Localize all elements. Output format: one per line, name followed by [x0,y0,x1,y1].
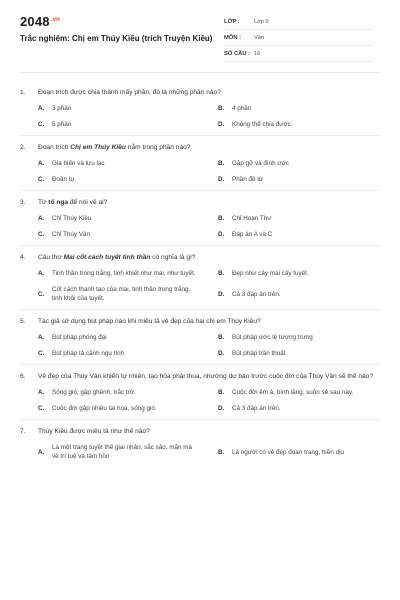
option-d[interactable]: D. Cả 3 đáp án trên. [218,290,281,298]
question-list [20,73,380,467]
site-logo[interactable]: $2048^{.vn}$ [20,14,61,29]
option-d[interactable]: D. Đáp án A và C [218,231,273,238]
option-b[interactable]: B. Là người có vẻ đẹp đoan trang, hiền dịu [218,448,344,456]
question-3: 3. Từ tố nga để nói về ai? A. Chỉ Thúy Kiều B. Chỉ Hoạn Thư C. Chỉ Thúy Vân D. Đáp án A và C [20,191,380,246]
option-d[interactable]: D. Phần đề từ [218,176,264,183]
option-b[interactable]: B. 4 phần [218,105,252,112]
question-text: Tác giả sử dụng bút pháp nào khi miêu tả vẻ đẹp của hai chị em Thúy Kiều? [38,318,261,325]
option-a[interactable]: A. Tinh thần trong trắng, tinh khiết như mai, như tuyết. [38,270,196,277]
question-text: Câu thơ Mai cốt cách tuyết tinh thần có nghĩa là gì? [38,254,196,261]
option-a[interactable]: A. Gia biến và lưu lạc [38,160,105,167]
option-a[interactable]: A. Chỉ Thúy Kiều [38,215,92,222]
question-6: 6. Vẻ đẹp của Thúy Vân khiến tự nhiên, tạo hóa phải thua, nhường dự báo trước cuộc đời của Thúy Vân sẽ thế nào? A. Sóng gió, gập ghềnh, trắc trở. B. Cuộc đời êm ả, bình lặng, suôn sẻ sau này. C. Cuộc đời gặp nhiều tai họa, sóng gió. D. Cả 3 đáp án trên. [20,365,380,420]
meta-count: SỐ CÂU : 16 [224,46,374,62]
quiz-meta [224,14,374,62]
option-c[interactable]: C. Cốt cách thanh tao của mai, tinh thần trong trắng, tinh khôi của tuyết. [38,286,191,302]
option-d[interactable]: D. Cả 3 đáp án trên. [218,405,281,412]
option-a[interactable]: A. Sóng gió, gập ghềnh, trắc trở. [38,389,136,396]
option-b[interactable]: B. Chỉ Hoạn Thư [218,215,272,222]
question-4: 4. Câu thơ Mai cốt cách tuyết tinh thần có nghĩa là gì? A. Tinh thần trong trắng, tinh khiết như mai, như tuyết. B. Đẹp như cây mai cây tuyết. C. Cốt cách thanh tao của mai, tinh thần trong trắng, tinh khôi của tuyết. D. Cả 3 đáp án trên. [20,246,380,310]
question-5: 5. Tác giả sử dụng bút pháp nào khi miêu tả vẻ đẹp của hai chị em Thúy Kiều? A. Bút pháp phóng đại B. Bút pháp ước lệ tượng trưng C. Bút pháp tả cảnh ngụ tình D. Bút pháp trần thuật [20,310,380,365]
question-2: 2. Đoạn trích Chị em Thúy Kiều nằm trong phần nào? A. Gia biến và lưu lạc B. Gặp gỡ và đính ước C. Đoàn tụ D. Phần đề từ [20,136,380,191]
meta-class: LỚP : Lớp 9 [224,14,374,30]
question-text: Thúy Kiều được miêu tả như thế nào? [38,428,150,435]
question-text: Vẻ đẹp của Thúy Vân khiến tự nhiên, tạo hóa phải thua, nhường dự báo trước cuộc đời của Thúy Vân sẽ thế nào? [38,373,374,380]
question-text: Đoạn trích Chị em Thúy Kiều nằm trong phần nào? [38,144,191,151]
question-text: Từ tố nga để nói về ai? [38,199,108,206]
page-header [20,0,380,73]
option-a[interactable]: A. Là một trang tuyệt thế giai nhân, sắc sảo, mặn mà về trí tuệ và tâm hồn [38,444,193,460]
option-b[interactable]: B. Bút pháp ước lệ tượng trưng [218,334,313,341]
option-b[interactable]: B. Đẹp như cây mai cây tuyết. [218,270,309,277]
option-b[interactable]: B. Cuộc đời êm ả, bình lặng, suôn sẻ sau này. [218,389,354,396]
question-7: 7. Thúy Kiều được miêu tả như thế nào? A. Là một trang tuyệt thế giai nhân, sắc sảo, mặn mà về trí tuệ và tâm hồn B. Là người có vẻ đẹp đoan trang, hiền dịu [20,420,380,467]
option-b[interactable]: B. Gặp gỡ và đính ước [218,160,289,167]
option-c[interactable]: C. 5 phần [38,121,72,128]
option-c[interactable]: C. Chỉ Thúy Vân [38,231,91,238]
option-d[interactable]: D. Không thể chia được. [218,121,293,128]
question-text: Đoạn trích được chia thành mấy phần, đó là những phần nào? [38,89,221,96]
meta-subject: MÔN : Văn [224,30,374,46]
question-1: 1. Đoạn trích được chia thành mấy phần, đó là những phần nào? A. 3 phần B. 4 phần C. 5 phần D. Không thể chia được. [20,81,380,136]
option-d[interactable]: D. Bút pháp trần thuật [218,350,286,357]
option-c[interactable]: C. Cuộc đời gặp nhiều tai họa, sóng gió. [38,405,157,412]
option-a[interactable]: A. Bút pháp phóng đại [38,334,107,341]
option-c[interactable]: C. Bút pháp tả cảnh ngụ tình [38,350,125,357]
option-a[interactable]: A. 3 phần [38,105,72,112]
option-c[interactable]: C. Đoàn tụ [38,176,75,183]
page-title: Trắc nghiệm: Chị em Thúy Kiều (trích Truyện Kiều) [20,34,213,43]
